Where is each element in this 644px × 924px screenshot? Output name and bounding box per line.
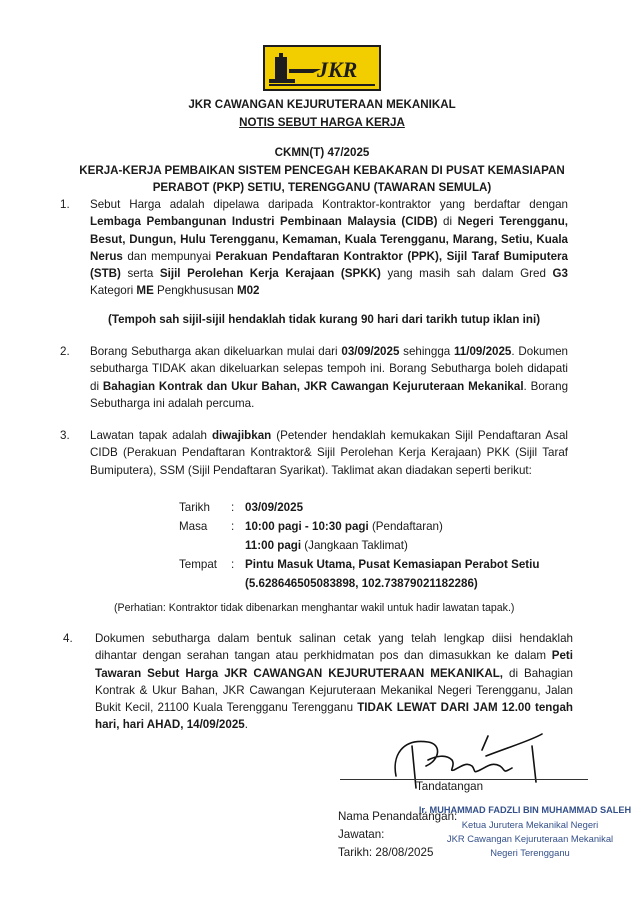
masa-value-2: 11:00 pagi (Jangkaan Taklimat) xyxy=(245,539,408,552)
jkr-logo xyxy=(263,45,381,91)
section-1-number: 1. xyxy=(60,198,70,211)
section-1-text: Sebut Harga adalah dipelawa daripada Kontraktor-kontraktor yang berdaftar dengan Lembaga Pembangunan Industri Pembinaan Malaysia (CIDB) di Negeri Terengganu, Besut, Dungun, Hulu Terengganu, Kemaman, Kuala Terengganu, Marang, Setiu, Kuala Nerus dan mempunyai Perakuan Pendaftaran Kontraktor (PPK), Sijil Taraf Bumiputera (STB) serta Sijil Perolehan Kerja Kerajaan (SPKK) yang masih sah dalam Gred G3 Kategori ME Pengkhususan M02 xyxy=(90,198,568,298)
section-2-text: Borang Sebutharga akan dikeluarkan mulai dari 03/09/2025 sehingga 11/09/2025. Dokumen sebutharga TIDAK akan dikeluarkan selepas tempoh ini. Borang Sebutharga boleh didapati di Bahagian Kontrak dan Ukur Bahan, JKR Cawangan Kejuruteraan Mekanikal. Borang Sebutharga ini adalah percuma. xyxy=(90,345,569,410)
stamp-line-1: Ketua Jurutera Mekanikal Negeri xyxy=(461,819,599,830)
nama-label: Nama Penandatangan: xyxy=(338,810,458,823)
tarikh-label: Tarikh xyxy=(179,501,210,514)
colon: : xyxy=(231,520,235,533)
colon: : xyxy=(231,501,235,514)
masa-label: Masa xyxy=(179,520,208,533)
jawatan-label: Jawatan: xyxy=(338,828,385,841)
section-3-number: 3. xyxy=(60,429,70,442)
briefing-table xyxy=(0,499,644,594)
section-3-remark: (Perhatian: Kontraktor tidak dibenarkan menghantar wakil untuk hadir lawatan tapak.) xyxy=(114,602,515,614)
tandatangan-label: Tandatangan xyxy=(416,780,484,793)
notice-title-wrap xyxy=(0,114,644,131)
logo-text: JKR xyxy=(317,57,358,82)
notice-title: NOTIS SEBUT HARGA KERJA xyxy=(239,116,405,129)
colon: : xyxy=(231,558,235,571)
subject-line-2: PERABOT (PKP) SETIU, TERENGGANU (TAWARAN SEMULA) xyxy=(152,181,492,194)
stamp-line-3: Negeri Terengganu xyxy=(490,847,570,858)
tarikh-signed: Tarikh: 28/08/2025 xyxy=(338,846,434,859)
tempat-value-1: Pintu Masuk Utama, Pusat Kemasiapan Perabot Setiu xyxy=(245,558,540,571)
reference-number: CKMN(T) 47/2025 xyxy=(274,146,370,159)
tempat-value-2: (5.628646505083898, 102.73879021182286) xyxy=(245,577,478,590)
section-4-number: 4. xyxy=(63,632,73,645)
masa-value-1: 10:00 pagi - 10:30 pagi (Pendaftaran) xyxy=(245,520,443,533)
section-1-validity-note: (Tempoh sah sijil-sijil hendaklah tidak kurang 90 hari dari tarikh tutup iklan ini) xyxy=(108,313,541,326)
stamp-line-2: JKR Cawangan Kejuruteraan Mekanikal xyxy=(446,833,614,844)
section-4-text: Dokumen sebutharga dalam bentuk salinan cetak yang telah lengkap diisi hendaklah dihantar dengan serahan tangan atau perkhidmatan pos dan dimasukkan ke dalam Peti Tawaran Sebut Harga JKR CAWANGAN KEJURUTERAAN MEKANIKAL, di Bahagian Kontrak & Ukur Bahan, JKR Cawangan Kejuruteraan Mekanikal Negeri Terengganu, Jalan Bukit Kecil, 21100 Kuala Terengganu Terengganu TIDAK LEWAT DARI JAM 12.00 tengah hari, hari AHAD, 14/09/2025. xyxy=(95,632,574,732)
tarikh-value: 03/09/2025 xyxy=(245,501,304,514)
tempat-label: Tempat xyxy=(179,558,218,571)
section-3-text: Lawatan tapak adalah diwajibkan (Petender hendaklah kemukakan Sijil Pendaftaran Asal CIDB (Perakuan Pendaftaran Kontraktor& Sijil Perolehan Kerja Kerajaan) PKK (Sijil Taraf Bumiputera), SSM (Sijil Pendaftaran Syarikat). Taklimat akan diadakan seperti berikut: xyxy=(90,429,568,477)
section-2-number: 2. xyxy=(60,345,70,358)
subject-line-1: KERJA-KERJA PEMBAIKAN SISTEM PENCEGAH KEBAKARAN DI PUSAT KEMASIAPAN xyxy=(79,164,565,177)
stamp-name: Ir. MUHAMMAD FADZLI BIN MUHAMMAD SALEH xyxy=(418,805,632,815)
org-name: JKR CAWANGAN KEJURUTERAAN MEKANIKAL xyxy=(188,98,456,111)
